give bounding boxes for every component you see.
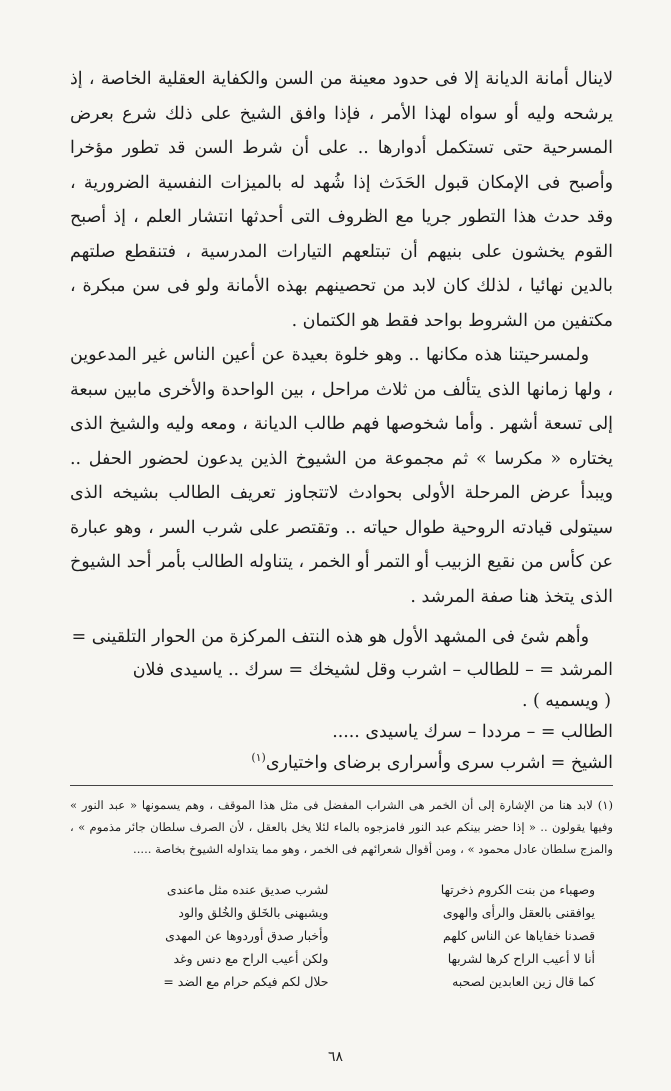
- page-number: ٦٨: [327, 1049, 344, 1065]
- paragraph-3: وأهم شئ فى المشهد الأول هو هذه النتف المركزة من الحوار التلقينى =: [71, 627, 589, 647]
- dialogue-line-talib: الطالب = – مرددا – سرك ياسيدى .....: [332, 721, 613, 742]
- verse-left-1: لشرب صديق عنده مثل ماعندى: [166, 881, 329, 897]
- page-content: [70, 62, 613, 1071]
- dialogue-line-naming: ( ويسميه ) .: [521, 690, 611, 711]
- footnote-divider: [70, 785, 613, 786]
- verse-left-3: وأخبار صدق أوردوها عن المهدى: [165, 927, 329, 943]
- verse-right-3: قصدنا خفاياها عن الناس كلهم: [442, 927, 595, 943]
- poem-right-column: [359, 878, 595, 993]
- verse-left-5: حلال لكم فيكم حرام مع الضد =: [163, 973, 329, 989]
- verse-right-4: أنا لا أعيب الراح كرها لشربها: [447, 950, 595, 966]
- footnote-reference: (١): [251, 750, 266, 764]
- verse-left-4: ولكن أعيب الراح مع دنس وغد: [173, 950, 329, 966]
- dialogue-line-murshid: المرشد = – للطالب – اشرب وقل لشيخك = سرك .. ياسيدى فلان: [132, 659, 613, 680]
- verse-right-1: وصهباء من بنت الكروم ذخرتها: [440, 881, 595, 897]
- dialogue-block: [70, 655, 613, 779]
- poem-left-column: [92, 878, 328, 993]
- verse-right-2: يوافقنى بالعقل والرأى والهوى: [442, 904, 595, 920]
- verse-left-2: ويشبهنى بالخَلق والخُلق والود: [178, 904, 329, 920]
- footnote-text: (١) لابد هنا من الإشارة إلى أن الخمر هى الشراب المفضل فى مثل هذا الموقف ، وهم يسمونها « عبد النور » وفيها يقولون .. « إذا حضر بينكم عبد النور فامزجوه بالماء لئلا يخل بالعقل ، لأن الصرف سلطان جائر مذموم » ، والمزج سلطان عادل محمود » ، ومن أقوال شعرائهم فى الخمر ، وهو مما يتداوله الشيوخ بخاصة .....: [70, 797, 613, 856]
- paragraph-2: ولمسرحيتنا هذه مكانها .. وهو خلوة بعيدة عن أعين الناس غير المدعوين ، ولها زمانها الذى يتألف من ثلاث مراحل ، بين الواحدة والأخرى مابين سبعة إلى تسعة أشهر . وأما شخوصها فهم طالب الديانة ، ومعه وليه والشيخ الذى يختاره « مكرسا » ثم مجموعة من الشيوخ الذين يدعون لحضور الحفل .. ويبدأ عرض المرحلة الأولى بحوادث لاتتجاوز تعريف الطالب بشيخه الذى سيتولى قيادته الروحية طوال حياته .. وتقتصر على شرب السر ، وهو عبارة عن كأس من نقيع الزبيب أو التمر أو الخمر ، يتناوله الطالب بأمر أحد الشيوخ الذى يتخذ هنا صفة المرشد .: [70, 345, 613, 607]
- poem-verses: [70, 878, 613, 993]
- dialogue-line-shaykh: [70, 748, 613, 779]
- dialogue-line-shaykh-text: الشيخ = اشرب سرى وأسرارى برضاى واختيارى: [265, 752, 613, 773]
- paragraph-1: لاينال أمانة الديانة إلا فى حدود معينة من السن والكفاية العقلية الخاصة ، إذ يرشحه وليه أو سواه لهذا الأمر ، فإذا وافق الشيخ على ذلك شرع بعرض المسرحية حتى تستكمل أدوارها .. على أن شرط السن قد تطور مؤخرا وأصبح فى الإمكان قبول الحَدَث إذا شُهد له بالميزات النفسية الضرورية ، وقد حدث هذا التطور جريا مع الظروف التى أحدثها انتشار العلم ، إذ أصبح القوم يخشون على بنيهم أن تبتلعهم التيارات المدرسية ، فتنقطع صلتهم بالدين نهائيا ، لذلك كان لابد من تحصينهم بهذه الأمانة ولو فى سن مبكرة ، مكتفين من الشروط بواحد فقط هو الكتمان .: [70, 69, 613, 331]
- verse-right-5: كما قال زين العابدين لصحبه: [452, 973, 595, 989]
